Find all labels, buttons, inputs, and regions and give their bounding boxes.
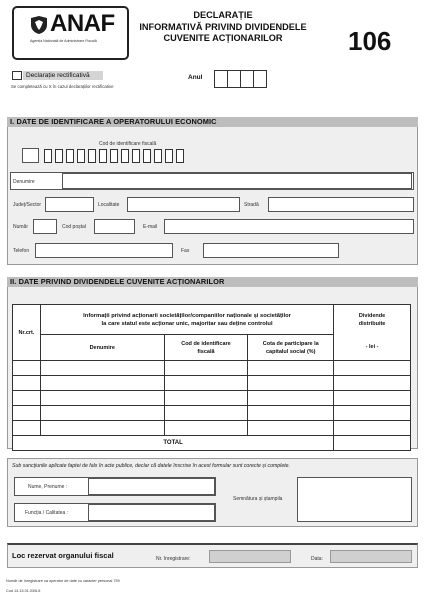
anul-input[interactable] xyxy=(214,70,269,88)
table-row xyxy=(13,406,411,421)
dividende-table xyxy=(12,304,411,451)
total-label: TOTAL xyxy=(13,436,334,451)
table-row xyxy=(13,391,411,406)
fax-label: Fax xyxy=(181,248,190,254)
col-nrcrt: Nr.crt. xyxy=(13,305,41,361)
anul-label: Anul xyxy=(188,74,203,81)
cif-digit-cell[interactable] xyxy=(154,149,162,163)
anul-digit[interactable] xyxy=(240,70,254,88)
rectificativa-note: Se completează cu X în cazul declarațiilor rectificative xyxy=(11,84,114,89)
localitate-field[interactable] xyxy=(127,197,240,212)
semnatura-label: Semnătura și ștampila xyxy=(233,496,283,502)
logo-text: ANAF xyxy=(50,10,115,37)
cif-digit-cell[interactable] xyxy=(143,149,151,163)
eagle-emblem-icon xyxy=(30,15,48,35)
cell[interactable] xyxy=(40,391,164,406)
logo-subtitle: Agenția Națională de Administrare Fiscală xyxy=(30,39,97,43)
nume-field[interactable] xyxy=(88,478,215,495)
cif-digit-cell[interactable] xyxy=(121,149,129,163)
col-cif-line-1: Cod de identificare xyxy=(181,340,231,347)
anul-digit[interactable] xyxy=(227,70,241,88)
telefon-label: Telefon xyxy=(13,248,30,254)
semnatura-field[interactable] xyxy=(297,477,412,522)
col-dividende-line-2: distribuite xyxy=(358,320,386,327)
cif-digit-cell[interactable] xyxy=(77,149,85,163)
col-cota-line-1: Cota de participare la xyxy=(262,340,319,347)
col-lei: - lei - xyxy=(334,335,411,361)
table-row xyxy=(13,361,411,376)
cif-digit-cell[interactable] xyxy=(99,149,107,163)
cif-digit-cell[interactable] xyxy=(44,149,52,163)
cif-digit-cell[interactable] xyxy=(88,149,96,163)
title-line-1: DECLARAȚIE xyxy=(193,10,253,20)
cod-postal-label: Cod poștal xyxy=(62,224,86,230)
table-row xyxy=(13,421,411,436)
cell[interactable] xyxy=(334,421,411,436)
cell[interactable] xyxy=(164,406,248,421)
cell[interactable] xyxy=(334,406,411,421)
cif-digit-cell[interactable] xyxy=(110,149,118,163)
rectificativa-checkbox[interactable] xyxy=(12,71,22,80)
col-cif-line-2: fiscală xyxy=(197,348,215,355)
email-field[interactable] xyxy=(164,219,414,234)
section-1-title: I. DATE DE IDENTIFICARE A OPERATORULUI ECONOMIC xyxy=(7,117,418,127)
cell[interactable] xyxy=(334,376,411,391)
cell[interactable] xyxy=(248,391,334,406)
cell[interactable] xyxy=(164,391,248,406)
fiscal-title: Loc rezervat organului fiscal xyxy=(12,551,114,560)
cell[interactable] xyxy=(248,361,334,376)
col-cota-line-2: capitalul social (%) xyxy=(266,348,316,355)
col-dividende xyxy=(334,305,411,335)
cif-prefix-box[interactable] xyxy=(22,148,39,163)
functia-field[interactable] xyxy=(88,504,215,521)
numar-field[interactable] xyxy=(33,219,57,234)
footer-line-1: Număr de înregistrare ca operator de date cu caracter personal 759 xyxy=(6,579,120,583)
cell[interactable] xyxy=(164,421,248,436)
col-dividende-line-1: Dividende xyxy=(358,312,386,319)
cell[interactable] xyxy=(13,421,41,436)
form-number: 106 xyxy=(348,26,392,56)
nr-inregistrare-field[interactable] xyxy=(209,550,291,563)
col-cota xyxy=(248,335,334,361)
form-title xyxy=(130,10,316,45)
anaf-logo xyxy=(12,6,129,60)
cif-digit-cell[interactable] xyxy=(132,149,140,163)
col-cif xyxy=(164,335,248,361)
denumire-label: Denumire xyxy=(13,179,35,185)
total-value-cell[interactable] xyxy=(334,436,411,451)
cell[interactable] xyxy=(40,376,164,391)
table-row xyxy=(13,376,411,391)
telefon-field[interactable] xyxy=(35,243,173,258)
email-label: E-mail xyxy=(143,224,158,230)
localitate-label: Localitate xyxy=(98,202,120,208)
data-label: Data: xyxy=(311,556,323,562)
cell[interactable] xyxy=(248,406,334,421)
anul-digit[interactable] xyxy=(253,70,267,88)
cell[interactable] xyxy=(40,421,164,436)
declaration-statement: Sub sancțiunile aplicate faptei de fals în acte publice, declar că datele înscrise în acest formular sunt corecte și complete. xyxy=(12,463,290,469)
cod-postal-field[interactable] xyxy=(94,219,135,234)
judet-label: Județ/Sector xyxy=(13,202,42,208)
footer-line-2: Cod 14.13.01.03/6.6 xyxy=(6,589,41,593)
cell[interactable] xyxy=(40,361,164,376)
anul-digit[interactable] xyxy=(214,70,228,88)
cell[interactable] xyxy=(248,421,334,436)
cif-digit-cell[interactable] xyxy=(165,149,173,163)
functia-label: Funcția / Calitatea : xyxy=(25,510,69,516)
nume-label: Nume, Prenume : xyxy=(28,484,68,490)
col-info-header xyxy=(40,305,333,335)
cell[interactable] xyxy=(40,406,164,421)
cell[interactable] xyxy=(334,361,411,376)
col-info-line-1: Informații privind acționarii societăților/companiilor naționale și societăților xyxy=(83,312,291,319)
col-info-line-2: la care statul este acționar unic, majoritar sau deține controlul xyxy=(101,320,273,327)
cell[interactable] xyxy=(13,406,41,421)
col-denumire: Denumire xyxy=(40,335,164,361)
nr-inregistrare-label: Nr. înregistrare: xyxy=(156,556,191,562)
cif-digit-cell[interactable] xyxy=(176,149,184,163)
cell[interactable] xyxy=(164,361,248,376)
title-line-2: INFORMATIVĂ PRIVIND DIVIDENDELE xyxy=(139,21,307,32)
cell[interactable] xyxy=(13,391,41,406)
total-row xyxy=(13,436,411,451)
cell[interactable] xyxy=(334,391,411,406)
numar-label: Număr xyxy=(13,224,29,230)
cif-digit-cell[interactable] xyxy=(66,149,74,163)
rectificativa-label: Declarație rectificativă xyxy=(26,72,90,79)
cell[interactable] xyxy=(164,376,248,391)
cif-digit-cell[interactable] xyxy=(55,149,63,163)
cell[interactable] xyxy=(13,376,41,391)
cell[interactable] xyxy=(13,361,41,376)
section-2-title: II. DATE PRIVIND DIVIDENDELE CUVENITE ACȚIONARILOR xyxy=(7,277,418,287)
cell[interactable] xyxy=(248,376,334,391)
fax-field[interactable] xyxy=(203,243,339,258)
denumire-field[interactable] xyxy=(62,173,412,189)
cif-label: Cod de identificare fiscală xyxy=(99,141,157,147)
judet-field[interactable] xyxy=(45,197,94,212)
data-field[interactable] xyxy=(330,550,412,563)
title-line-3: CUVENITE ACȚIONARILOR xyxy=(163,33,283,43)
strada-label: Stradă xyxy=(244,202,259,208)
strada-field[interactable] xyxy=(268,197,414,212)
